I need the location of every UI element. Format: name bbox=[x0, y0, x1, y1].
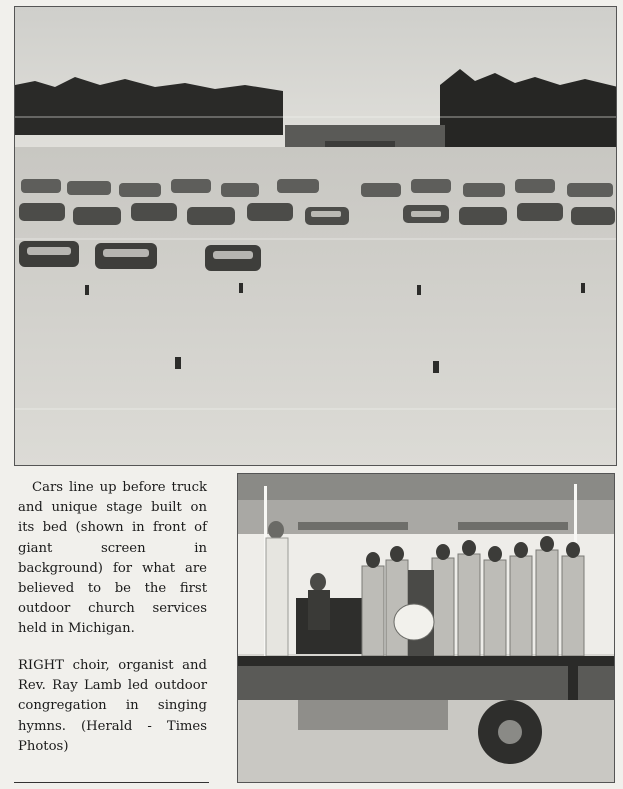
choir-stage-photo bbox=[237, 473, 615, 783]
bottom-photo-caption: RIGHT choir, organist and Rev. Ray Lamb led outdoor congregation in singing hymns. (Herald - Times Photos) bbox=[18, 658, 207, 754]
choir-on-truck-image bbox=[238, 474, 615, 783]
caption-divider-rule bbox=[14, 782, 209, 783]
drive-in-theater-photo bbox=[14, 6, 617, 466]
drive-in-cars-image bbox=[15, 7, 617, 466]
top-photo-caption: Cars line up before truck and unique stage built on its bed (shown in front of giant screen in background) for what are believed to be the first outdoor church services held in Michigan. bbox=[18, 480, 207, 637]
